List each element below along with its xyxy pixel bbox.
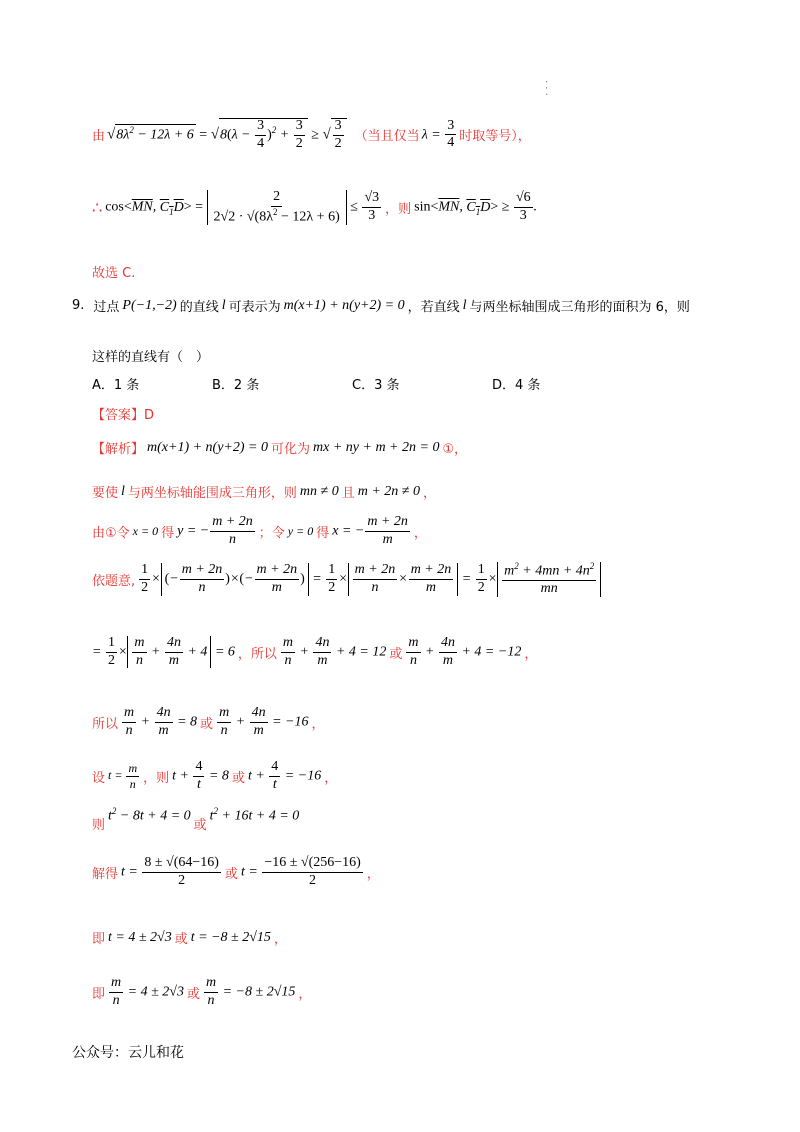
get2-text: 得 [316, 525, 330, 541]
footer-text: 公众号：云儿和花 [72, 1045, 184, 1061]
quad1: $t^2 - 8t + 4 = 0$ [108, 806, 191, 824]
x-expr: x = − $\frac{m + 2n}{m}$ [332, 514, 408, 547]
q-part2: 的直线 [179, 300, 219, 315]
option-d: D．4 条 [492, 378, 541, 393]
cond-m2n: m + 2n ≠ 0 [357, 483, 420, 499]
tval2: t = −8 ± 2√15 [190, 929, 271, 945]
q-part3: 可表示为 [228, 300, 281, 315]
huo-6: 或 [174, 932, 188, 947]
answer-tag: 【答案】D [92, 408, 155, 423]
ji2-text: 即 [92, 986, 106, 1002]
comma-2: ， [524, 646, 538, 662]
q-part1: 过点 [93, 300, 120, 315]
area-expr: $\frac{1}{2}$ × (− $\frac{m + 2n}{n}$ )×(− $\frac{m + 2n}{m}$ ) = $\frac{1}{2}$ × $\frac{m + 2n}{n}$ × $\frac{m + 2n}{m}$ = $\frac{1}{2}$ × $\frac{m^2 + 4mn + 4n^2}{mn}$ [138, 562, 601, 597]
eq8-expr: $\frac{m}{n}$ + $\frac{4n}{m}$ = 8 [124, 705, 198, 738]
cond-math: λ = $\frac{3}{4}$ [421, 117, 455, 151]
comma-text: ， [413, 525, 427, 541]
cos-line [92, 190, 537, 225]
lead-text: 由 [92, 129, 106, 145]
she-text: 设 [92, 770, 106, 786]
sol1: t = $\frac{8 \pm √(64-16)}{2}$ [121, 855, 219, 888]
q-part5: 与两坐标轴围成三角形的面积为 6，则 [469, 300, 690, 315]
analysis-line-11 [92, 976, 311, 1008]
option-a: A．1 条 [92, 378, 140, 393]
mn1: $\frac{m}{n}$ = 4 ± 2√3 [111, 975, 184, 1008]
sol2: t = $\frac{-16 \pm √(256-16)}{2}$ [240, 855, 361, 888]
note-tail: 时取等号）， [459, 129, 531, 145]
comma-7: ， [298, 986, 312, 1002]
quad2: $t^2 + 16t + 4 = 0$ [209, 806, 300, 824]
huo-1: 或 [389, 646, 403, 662]
inequality-line [92, 118, 531, 151]
q-l: l [221, 297, 226, 313]
math-sqrt-expr: $√8\lambda^2 - 12\lambda + 6 = √8(\lambda$ − $\frac{3}{4}$ )$^2$ + $\frac{3}{2}$ ≥ √ $\frac{3}{2}$ [107, 118, 347, 151]
note-text: （当且仅当 [354, 129, 420, 145]
analysis-line-5 [92, 636, 537, 668]
analysis-tag: 【解析】 [92, 442, 145, 457]
huo-5: 或 [224, 866, 238, 882]
t-def: t = $\frac{m}{n}$ [108, 761, 138, 791]
option-b: B．2 条 [212, 378, 260, 393]
suoyi-text: ，所以 [237, 646, 277, 662]
eq12-expr: $\frac{m}{n}$ + $\frac{4n}{m}$ + 4 = 12 [282, 635, 387, 668]
analysis-circ: ①， [442, 442, 468, 457]
question-line-2: 这样的直线有（ ） [92, 350, 210, 365]
question-number: 9. [72, 298, 85, 313]
question-line-1 [72, 296, 690, 315]
then-text: ，则 [385, 202, 412, 218]
choose-text: 故选 C. [92, 266, 136, 281]
suoyi2-text: 所以 [92, 716, 119, 732]
cond-mid: 与两坐标轴能围成三角形，则 [127, 486, 297, 501]
tm16-expr: t + $\frac{4}{t}$ = −16 [247, 759, 322, 792]
analysis-line-2 [92, 482, 436, 501]
comma-5: ， [366, 866, 380, 882]
cond-lead: 要使 [92, 486, 119, 501]
jiede-text: 解得 [92, 866, 119, 882]
let-lead: 由①令 [92, 525, 130, 541]
y-expr: y = − $\frac{m + 2n}{n}$ [177, 514, 253, 547]
q-part4: ，若直线 [407, 300, 460, 315]
semicolon-text: ；令 [258, 525, 285, 541]
analysis-line-4 [92, 562, 601, 597]
cos-math: $\cos<\overline{MN}$, $C_1D>$ = $\frac{2}{2√2 \cdot √(8\lambda^2 - 12\lambda + 6)}$ ≤ $\frac{√3}{3}$ [105, 189, 380, 225]
therefore-sign: ∴ [92, 198, 103, 218]
cond-and: 且 [341, 486, 355, 501]
comma-3: ， [311, 716, 325, 732]
option-c: C．3 条 [352, 378, 400, 393]
huo-4: 或 [193, 818, 207, 833]
analysis-line-1 [92, 438, 467, 457]
ji-text: 即 [92, 932, 106, 947]
comma-4: ， [324, 770, 338, 786]
huo-2: 或 [200, 716, 214, 732]
analysis-line-10 [92, 928, 287, 947]
comma-6: ， [273, 932, 287, 947]
tval1: t = 4 ± 2√3 [108, 929, 172, 945]
accord-text: 依题意, [92, 574, 136, 590]
get-text: 得 [161, 525, 175, 541]
cond-mn: mn ≠ 0 [299, 483, 339, 499]
q-point: P(−1,−2) [122, 297, 177, 313]
analysis-mid: 可化为 [271, 442, 311, 457]
analysis-line-9 [92, 856, 380, 888]
q-l2: l [462, 297, 467, 313]
q-eq: m(x+1) + n(y+2) = 0 [283, 297, 405, 313]
x0: x = 0 [132, 523, 159, 538]
analysis-eq1: m(x+1) + n(y+2) = 0 [147, 439, 268, 455]
ze-text: ，则 [143, 770, 170, 786]
y0: y = 0 [287, 523, 314, 538]
analysis-line-7 [92, 760, 337, 792]
huo-3: 或 [231, 770, 245, 786]
analysis-eq2: mx + ny + m + 2n = 0 [313, 439, 440, 455]
analysis-line-3 [92, 515, 427, 547]
eqm16-expr: $\frac{m}{n}$ + $\frac{4n}{m}$ = −16 [219, 705, 309, 738]
huo-7: 或 [186, 986, 200, 1002]
sin-math: $\sin<\overline{MN}$, $C_1D>$ ≥ $\frac{√6}{3}$ . [414, 190, 538, 224]
cond-end: ， [422, 486, 436, 501]
ze2-text: 则 [92, 818, 106, 833]
eqm12-expr: $\frac{m}{n}$ + $\frac{4n}{m}$ + 4 = −12 [408, 635, 522, 668]
eq6-expr: = $\frac{1}{2}$ × $\frac{m}{n}$ + $\frac{4n}{m}$ + 4 = 6 [92, 635, 235, 668]
t8-expr: t + $\frac{4}{t}$ = 8 [172, 759, 229, 792]
analysis-line-8 [92, 806, 300, 833]
cond-l: l [121, 483, 125, 499]
analysis-line-6 [92, 706, 325, 738]
mn2: $\frac{m}{n}$ = −8 ± 2√15 [205, 975, 296, 1008]
page-dots: · · · [540, 80, 551, 96]
